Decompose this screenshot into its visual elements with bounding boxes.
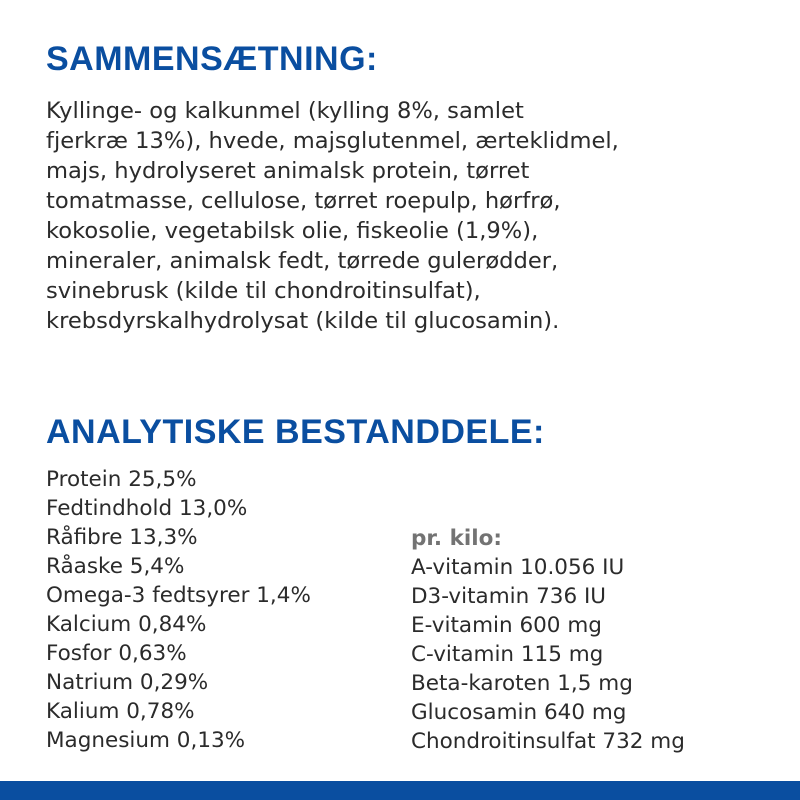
composition-text [46, 96, 766, 336]
constituent-item: Fedtindhold 13,0% [46, 496, 248, 521]
composition-line: mineraler, animalsk fedt, tørrede gulerødder, [46, 248, 559, 274]
composition-line: kokosolie, vegetabilsk olie, fiskeolie (1,9%), [46, 218, 539, 244]
constituent-item: Natrium 0,29% [46, 670, 209, 695]
composition-line: fjerkræ 13%), hvede, majsglutenmel, ærteklidmel, [46, 128, 619, 154]
composition-heading: SAMMENSÆTNING: [46, 40, 378, 78]
composition-line: Kyllinge- og kalkunmel (kylling 8%, samlet [46, 98, 524, 124]
per-kilo-item: Chondroitinsulfat 732 mg [411, 729, 685, 754]
per-kilo-item: D3-vitamin 736 IU [411, 584, 607, 609]
constituent-item: Fosfor 0,63% [46, 641, 187, 666]
constituent-item: Protein 25,5% [46, 467, 197, 492]
constituent-item: Råfibre 13,3% [46, 525, 198, 550]
constituent-item: Omega-3 fedtsyrer 1,4% [46, 583, 311, 608]
per-kilo-item: Beta-karoten 1,5 mg [411, 671, 633, 696]
composition-line: tomatmasse, cellulose, tørret roepulp, hørfrø, [46, 188, 561, 214]
per-kilo-list [411, 524, 685, 756]
composition-line: majs, hydrolyseret animalsk protein, tørret [46, 158, 530, 184]
constituent-item: Magnesium 0,13% [46, 728, 246, 753]
per-kilo-item: C-vitamin 115 mg [411, 642, 604, 667]
composition-line: svinebrusk (kilde til chondroitinsulfat), [46, 278, 481, 304]
constituent-item: Kalium 0,78% [46, 699, 195, 724]
per-kilo-item: Glucosamin 640 mg [411, 700, 627, 725]
analytical-heading: ANALYTISKE BESTANDDELE: [46, 413, 545, 451]
per-kilo-heading: pr. kilo: [411, 526, 502, 551]
per-kilo-item: E-vitamin 600 mg [411, 613, 602, 638]
per-kilo-item: A-vitamin 10.056 IU [411, 555, 625, 580]
composition-line: krebsdyrskalhydrolysat (kilde til glucosamin). [46, 308, 560, 334]
constituent-item: Kalcium 0,84% [46, 612, 207, 637]
constituent-item: Råaske 5,4% [46, 554, 185, 579]
constituents-list [46, 465, 311, 755]
bottom-brand-bar [0, 781, 800, 800]
